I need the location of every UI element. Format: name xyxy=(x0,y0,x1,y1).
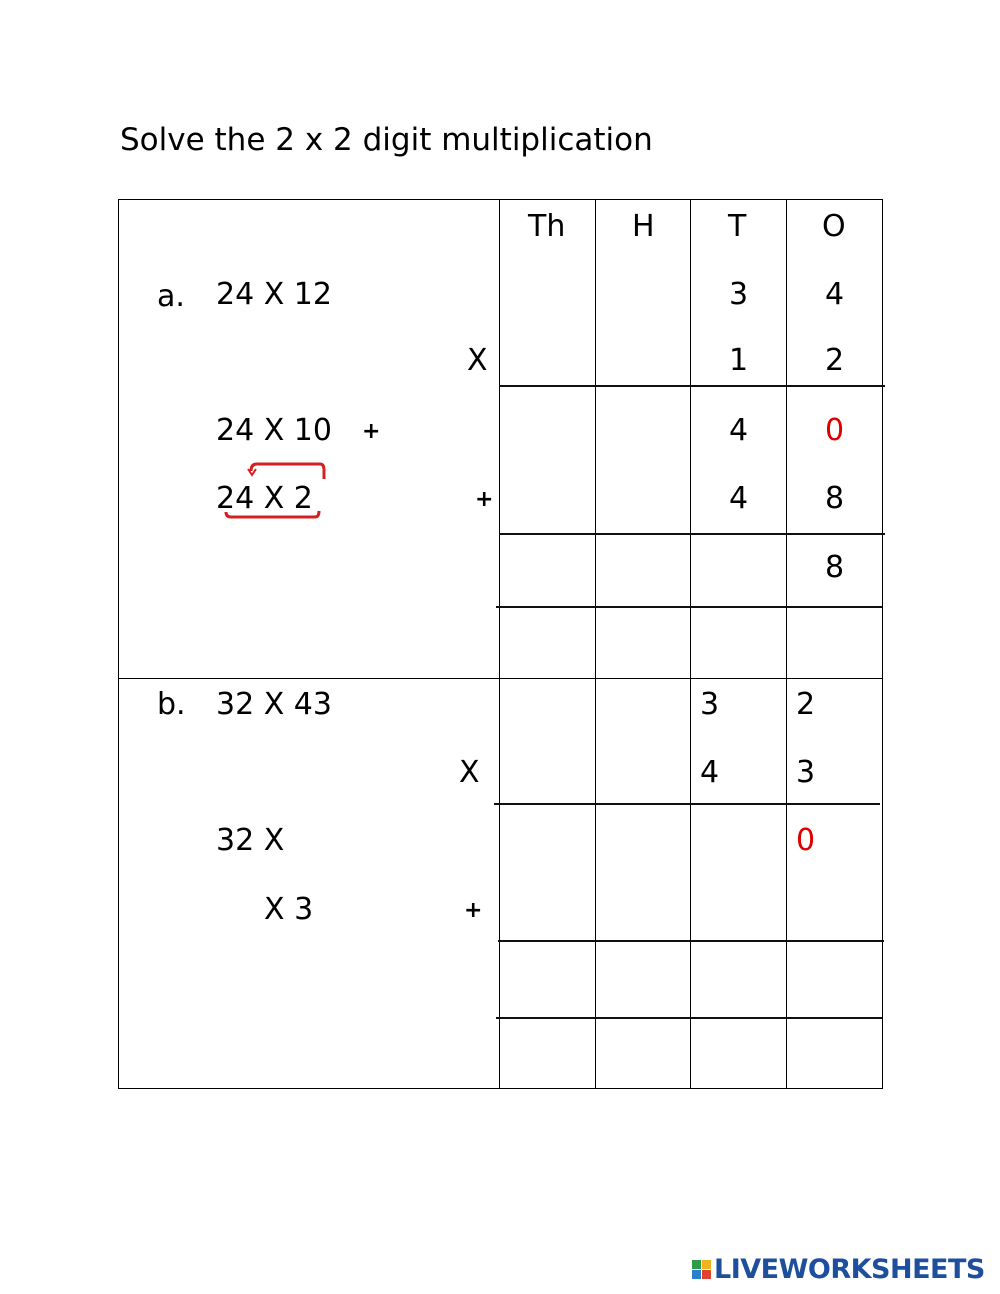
problem-a-top-ones: 4 xyxy=(825,277,845,312)
problem-a-step2: 24 X 2 xyxy=(216,481,313,516)
problem-a-step1: 24 X 10 xyxy=(216,413,332,448)
answer-line xyxy=(496,1017,882,1019)
answer-line xyxy=(496,606,882,608)
problem-b-top-ones: 2 xyxy=(796,687,816,722)
problem-a-mult-tens: 1 xyxy=(729,343,749,378)
problem-b-row1-ones-answer[interactable]: 0 xyxy=(796,823,816,858)
problem-a-step2-plus: + xyxy=(475,487,494,512)
header-tens: T xyxy=(728,209,747,244)
column-divider xyxy=(786,199,787,1089)
problem-b-mult-tens: 4 xyxy=(700,755,720,790)
problem-b-top-tens: 3 xyxy=(700,687,720,722)
problem-b-times-sign: X xyxy=(459,755,480,790)
problem-a-label: a. xyxy=(157,279,185,314)
problem-a-expression: 24 X 12 xyxy=(216,277,332,312)
table-bottom-border xyxy=(118,1088,883,1089)
logo-blocks-icon xyxy=(692,1260,711,1279)
problem-a-mult-ones: 2 xyxy=(825,343,845,378)
problem-b-mult-ones: 3 xyxy=(796,755,816,790)
problem-b-expression: 32 X 43 xyxy=(216,687,332,722)
problem-b-step2-plus: + xyxy=(464,898,483,923)
table-left-border xyxy=(118,199,119,1089)
column-divider xyxy=(595,199,596,1089)
multiplication-arc-icon xyxy=(215,455,330,525)
problem-a-sum-ones: 8 xyxy=(825,550,845,585)
problem-a-row1-tens: 4 xyxy=(729,413,749,448)
answer-line xyxy=(498,940,884,942)
table-top-border xyxy=(118,199,883,200)
logo-text: LIVEWORKSHEETS xyxy=(714,1254,985,1285)
column-divider xyxy=(499,199,500,1089)
problem-b-step1: 32 X xyxy=(216,823,285,858)
header-ones: O xyxy=(822,209,846,244)
answer-line xyxy=(499,385,885,387)
column-divider xyxy=(690,199,691,1089)
table-right-border xyxy=(882,199,883,1089)
problem-a-times-sign: X xyxy=(467,343,488,378)
answer-line xyxy=(499,533,885,535)
problem-a-top-tens: 3 xyxy=(729,277,749,312)
liveworksheets-logo xyxy=(692,1254,985,1285)
section-divider xyxy=(118,678,883,679)
problem-a-row2-tens: 4 xyxy=(729,481,749,516)
header-hundreds: H xyxy=(632,209,655,244)
answer-line xyxy=(494,803,880,805)
header-thousands: Th xyxy=(528,209,566,244)
worksheet-title: Solve the 2 x 2 digit multiplication xyxy=(120,122,653,158)
problem-a-row1-ones-answer[interactable]: 0 xyxy=(825,413,845,448)
problem-b-label: b. xyxy=(157,687,186,722)
problem-a-step1-plus: + xyxy=(362,419,381,444)
problem-b-step2: X 3 xyxy=(264,892,314,927)
problem-a-row2-ones: 8 xyxy=(825,481,845,516)
